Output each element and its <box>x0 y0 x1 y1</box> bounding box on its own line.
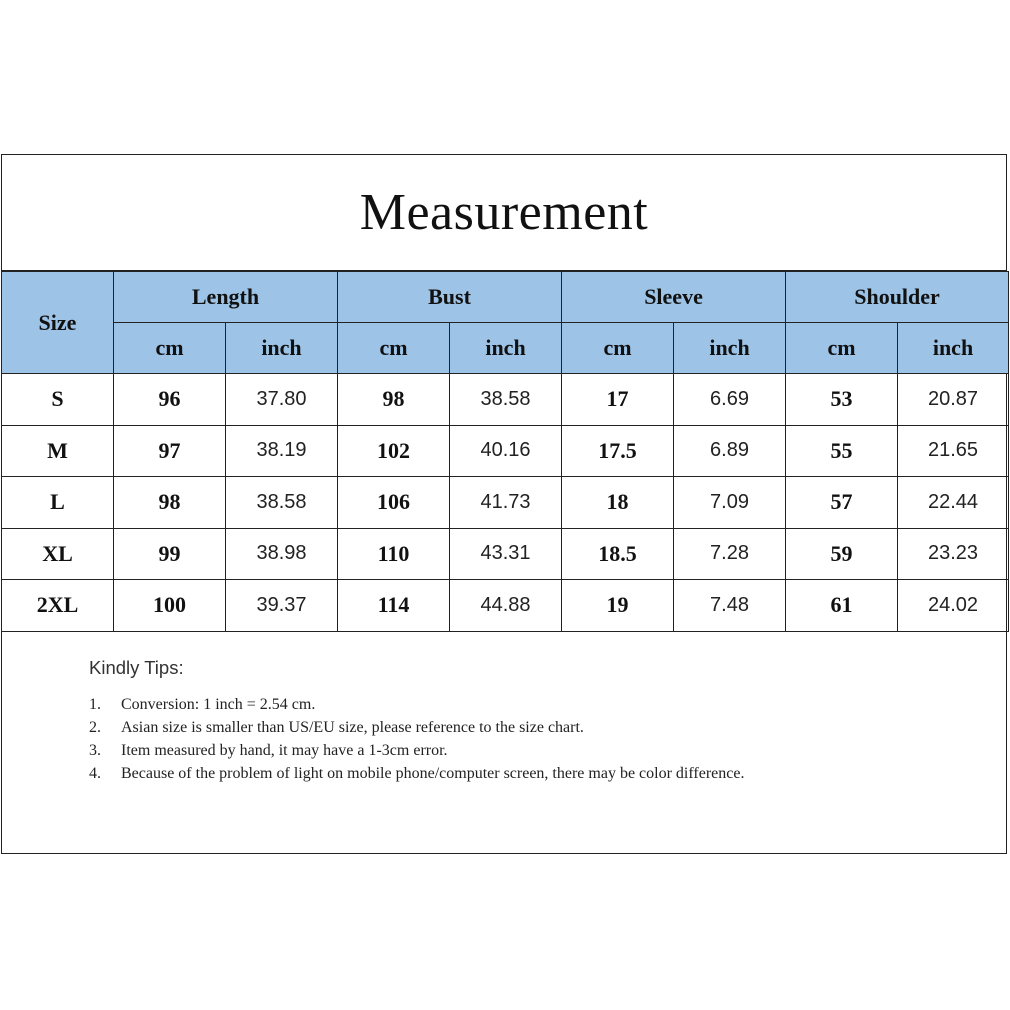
list-item <box>89 762 849 785</box>
size-chart-card <box>1 154 1007 854</box>
size-cell: M <box>2 425 114 477</box>
length-inch-cell: 39.37 <box>226 580 338 632</box>
unit-header: cm <box>786 323 898 374</box>
length-cm-cell: 98 <box>114 477 226 529</box>
length-inch-cell: 38.19 <box>226 425 338 477</box>
sleeve-inch-cell: 6.69 <box>674 374 786 426</box>
bust-inch-cell: 38.58 <box>450 374 562 426</box>
size-cell: L <box>2 477 114 529</box>
bust-inch-cell: 40.16 <box>450 425 562 477</box>
shoulder-inch-cell: 23.23 <box>898 528 1009 580</box>
group-header-length: Length <box>114 272 338 323</box>
sleeve-cm-cell: 18.5 <box>562 528 674 580</box>
size-column-header: Size <box>2 272 114 374</box>
length-cm-cell: 96 <box>114 374 226 426</box>
size-cell: S <box>2 374 114 426</box>
group-header-sleeve: Sleeve <box>562 272 786 323</box>
shoulder-cm-cell: 53 <box>786 374 898 426</box>
sleeve-cm-cell: 18 <box>562 477 674 529</box>
sleeve-cm-cell: 19 <box>562 580 674 632</box>
length-cm-cell: 99 <box>114 528 226 580</box>
header-row-units <box>2 323 1009 374</box>
list-item <box>89 739 849 762</box>
unit-header: cm <box>114 323 226 374</box>
list-item-text: Asian size is smaller than US/EU size, please reference to the size chart. <box>121 719 584 736</box>
list-item-text: Item measured by hand, it may have a 1-3cm error. <box>121 742 448 759</box>
kindly-tips <box>89 657 849 785</box>
list-item-text: Because of the problem of light on mobile phone/computer screen, there may be color difference. <box>121 765 745 782</box>
unit-header: cm <box>562 323 674 374</box>
bust-cm-cell: 98 <box>338 374 450 426</box>
size-table <box>1 271 1009 632</box>
shoulder-cm-cell: 57 <box>786 477 898 529</box>
bust-inch-cell: 44.88 <box>450 580 562 632</box>
sleeve-inch-cell: 6.89 <box>674 425 786 477</box>
unit-header: inch <box>226 323 338 374</box>
bust-cm-cell: 110 <box>338 528 450 580</box>
shoulder-cm-cell: 55 <box>786 425 898 477</box>
sleeve-inch-cell: 7.09 <box>674 477 786 529</box>
unit-header: inch <box>674 323 786 374</box>
list-item-number: 2. <box>89 719 101 736</box>
list-item-number: 4. <box>89 765 101 782</box>
tips-title: Kindly Tips: <box>89 657 184 678</box>
unit-header: cm <box>338 323 450 374</box>
bust-inch-cell: 41.73 <box>450 477 562 529</box>
sleeve-cm-cell: 17.5 <box>562 425 674 477</box>
shoulder-cm-cell: 61 <box>786 580 898 632</box>
shoulder-inch-cell: 24.02 <box>898 580 1009 632</box>
size-cell: XL <box>2 528 114 580</box>
table-row <box>2 425 1009 477</box>
sleeve-cm-cell: 17 <box>562 374 674 426</box>
list-item-number: 1. <box>89 696 101 713</box>
sleeve-inch-cell: 7.28 <box>674 528 786 580</box>
list-item <box>89 716 849 739</box>
length-cm-cell: 97 <box>114 425 226 477</box>
size-cell: 2XL <box>2 580 114 632</box>
sleeve-inch-cell: 7.48 <box>674 580 786 632</box>
list-item-text: Conversion: 1 inch = 2.54 cm. <box>121 696 316 713</box>
group-header-shoulder: Shoulder <box>786 272 1009 323</box>
table-row <box>2 528 1009 580</box>
bust-cm-cell: 114 <box>338 580 450 632</box>
bust-cm-cell: 102 <box>338 425 450 477</box>
tips-list <box>89 693 849 785</box>
list-item <box>89 693 849 716</box>
unit-header: inch <box>898 323 1009 374</box>
shoulder-inch-cell: 21.65 <box>898 425 1009 477</box>
length-inch-cell: 37.80 <box>226 374 338 426</box>
table-row <box>2 374 1009 426</box>
length-inch-cell: 38.98 <box>226 528 338 580</box>
length-inch-cell: 38.58 <box>226 477 338 529</box>
unit-header: inch <box>450 323 562 374</box>
chart-title: Measurement <box>2 155 1006 271</box>
header-row-groups <box>2 272 1009 323</box>
shoulder-cm-cell: 59 <box>786 528 898 580</box>
bust-cm-cell: 106 <box>338 477 450 529</box>
length-cm-cell: 100 <box>114 580 226 632</box>
shoulder-inch-cell: 20.87 <box>898 374 1009 426</box>
bust-inch-cell: 43.31 <box>450 528 562 580</box>
list-item-number: 3. <box>89 742 101 759</box>
group-header-bust: Bust <box>338 272 562 323</box>
table-row <box>2 580 1009 632</box>
shoulder-inch-cell: 22.44 <box>898 477 1009 529</box>
table-row <box>2 477 1009 529</box>
